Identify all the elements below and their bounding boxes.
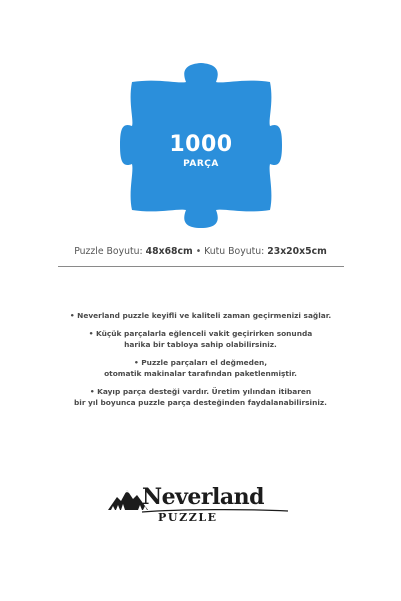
feature-line: otomatik makinalar tarafından paketlenmiştir. (104, 369, 297, 378)
piece-unit: PARÇA (183, 159, 219, 169)
feature-item (0, 328, 401, 351)
box-size-label: Kutu Boyutu: (204, 246, 268, 257)
feature-item (0, 310, 401, 322)
feature-item (0, 357, 401, 380)
dimensions-line (0, 246, 401, 257)
dimension-separator: • (192, 246, 205, 257)
brand-logo (108, 484, 294, 528)
feature-line: bir yıl boyunca puzzle parça desteğinden faydalanabilirsiniz. (74, 398, 327, 407)
feature-item (0, 386, 401, 409)
brand-name: Neverland (142, 484, 264, 510)
piece-count: 1000 (169, 132, 233, 157)
feature-line: • Kayıp parça desteği vardır. Üretim yılından itibaren (89, 386, 312, 396)
divider (58, 266, 344, 267)
feature-line: harika bir tabloya sahip olabilirsiniz. (124, 340, 277, 349)
brand-sub: PUZZLE (158, 511, 218, 524)
puzzle-size-label: Puzzle Boyutu: (74, 246, 146, 257)
feature-list (0, 310, 401, 415)
puzzle-piece-badge (118, 60, 284, 230)
feature-line: • Neverland puzzle keyifli ve kaliteli zaman geçirmenizi sağlar. (69, 311, 332, 320)
box-size-value: 23x20x5cm (267, 246, 327, 257)
feature-line: • Puzzle parçaları el değmeden, (133, 357, 268, 367)
feature-line: • Küçük parçalarla eğlenceli vakit geçirirken sonunda (88, 328, 313, 338)
puzzle-size-value: 48x68cm (145, 246, 193, 257)
